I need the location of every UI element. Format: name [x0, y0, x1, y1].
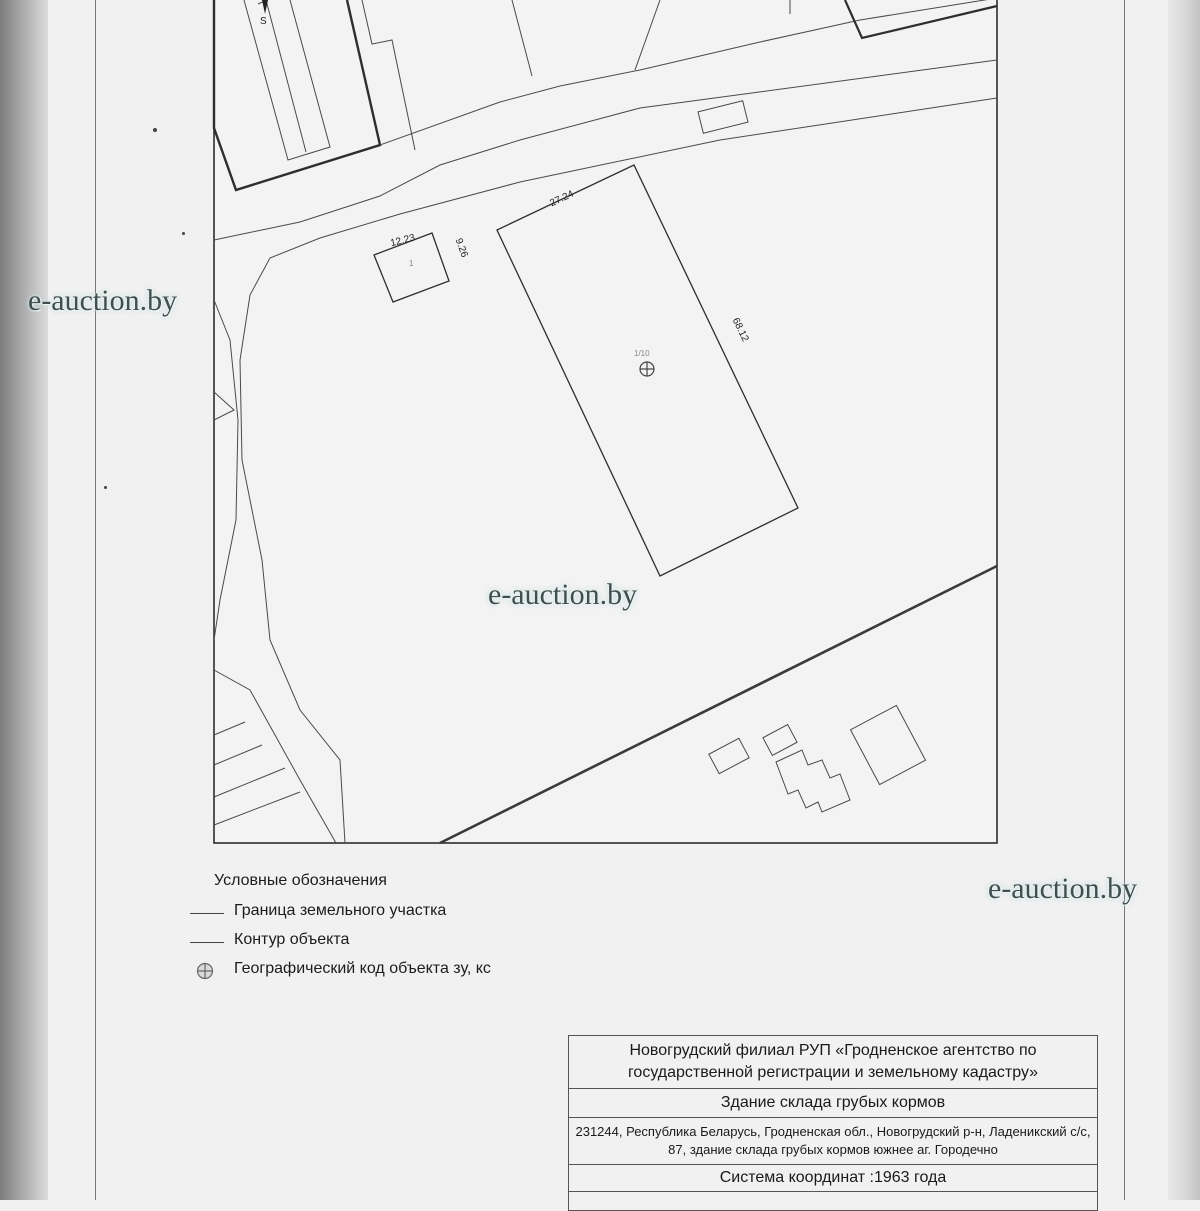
dimension-main-length: 68.12: [729, 316, 751, 344]
map-frame: [214, 0, 997, 843]
legend-item-label: Граница земельного участка: [234, 902, 447, 919]
watermark: e-auction.by: [488, 578, 638, 611]
crosshair-circle-icon: [196, 962, 214, 980]
cut-off-row: [569, 1192, 1098, 1211]
legend-item: [190, 902, 610, 924]
object-address: 231244, Республика Беларусь, Гродненская обл., Новогрудский р-н, Ладеникский с/с, 87, здание склада грубых кормов южнее аг. Городечно: [569, 1118, 1098, 1165]
line-symbol-icon: [190, 942, 224, 943]
object-name: Здание склада грубых кормов: [569, 1089, 1098, 1118]
coordinate-system: Система координат :1963 года: [569, 1165, 1098, 1192]
main-building-marker: 1/10: [634, 349, 650, 358]
line-symbol-icon: [190, 913, 224, 914]
organization-name: Новогрудский филиал РУП «Гродненское агентство по государственной регистрации и земельному кадастру»: [569, 1036, 1098, 1089]
watermark: e-auction.by: [28, 284, 178, 317]
geo-code-icon: [640, 362, 654, 376]
legend-title: Условные обозначения: [214, 872, 387, 889]
legend-item: [190, 931, 610, 953]
legend-item-label: Контур объекта: [234, 931, 350, 948]
north-arrow-label: S: [260, 16, 267, 27]
dimension-small-depth: 9.26: [452, 236, 470, 259]
dimension-small-width: 12.23: [389, 232, 417, 250]
watermark: e-auction.by: [988, 872, 1138, 905]
legend-item-label: Географический код объекта зу, кс: [234, 960, 491, 977]
dimension-main-width: 27.24: [548, 188, 576, 210]
title-block: [568, 1035, 1098, 1211]
legend-item: [190, 960, 610, 982]
small-building-marker: 1: [409, 259, 414, 268]
